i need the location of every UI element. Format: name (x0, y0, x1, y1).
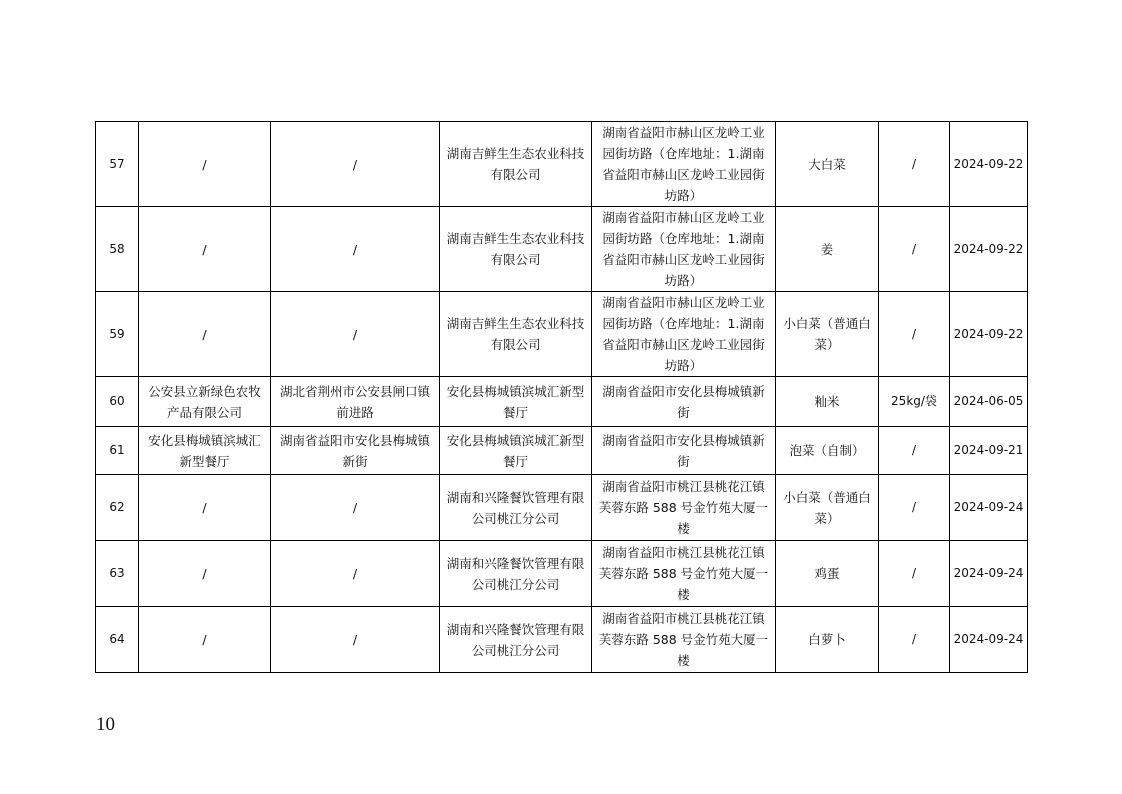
cell-product-name: 姜 (776, 207, 879, 292)
page-number: 10 (96, 714, 115, 735)
table-row (96, 607, 1028, 673)
table-row (96, 541, 1028, 607)
table-row (96, 122, 1028, 207)
cell-serial-number: 61 (96, 427, 139, 475)
cell-specification: / (879, 607, 950, 673)
cell-production-date: 2024-09-24 (950, 541, 1028, 607)
cell-product-name: 泡菜（自制） (776, 427, 879, 475)
table-row (96, 475, 1028, 541)
cell-production-date: 2024-09-22 (950, 292, 1028, 377)
cell-sampled-unit: 湖南吉鲜生生态农业科技有限公司 (440, 292, 592, 377)
cell-sampled-address: 湖南省益阳市赫山区龙岭工业园街坊路（仓库地址：1.湖南省益阳市赫山区龙岭工业园街坊路） (592, 122, 776, 207)
cell-product-name: 小白菜（普通白菜） (776, 292, 879, 377)
cell-production-date: 2024-09-24 (950, 607, 1028, 673)
cell-serial-number: 64 (96, 607, 139, 673)
cell-producer-address: / (271, 207, 440, 292)
cell-sampled-address: 湖南省益阳市桃江县桃花江镇芙蓉东路 588 号金竹苑大厦一楼 (592, 475, 776, 541)
table-row (96, 377, 1028, 427)
cell-producer-address: / (271, 607, 440, 673)
cell-product-name: 小白菜（普通白菜） (776, 475, 879, 541)
cell-specification: / (879, 292, 950, 377)
cell-producer-address: / (271, 541, 440, 607)
table-row (96, 292, 1028, 377)
cell-producer-address: / (271, 475, 440, 541)
cell-product-name: 鸡蛋 (776, 541, 879, 607)
cell-specification: / (879, 207, 950, 292)
cell-sampled-address: 湖南省益阳市桃江县桃花江镇芙蓉东路 588 号金竹苑大厦一楼 (592, 541, 776, 607)
cell-producer: / (139, 541, 271, 607)
table-row (96, 207, 1028, 292)
cell-producer-address: 湖南省益阳市安化县梅城镇新街 (271, 427, 440, 475)
cell-production-date: 2024-09-21 (950, 427, 1028, 475)
cell-sampled-unit: 湖南吉鲜生生态农业科技有限公司 (440, 122, 592, 207)
cell-sampled-address: 湖南省益阳市安化县梅城镇新街 (592, 427, 776, 475)
cell-producer: / (139, 292, 271, 377)
cell-specification: / (879, 541, 950, 607)
cell-producer-address: / (271, 292, 440, 377)
cell-production-date: 2024-09-22 (950, 207, 1028, 292)
inspection-results-table (95, 121, 1028, 673)
cell-producer: 公安县立新绿色农牧产品有限公司 (139, 377, 271, 427)
cell-serial-number: 63 (96, 541, 139, 607)
cell-producer: / (139, 207, 271, 292)
cell-product-name: 籼米 (776, 377, 879, 427)
cell-specification: / (879, 427, 950, 475)
cell-serial-number: 60 (96, 377, 139, 427)
cell-producer: / (139, 122, 271, 207)
cell-product-name: 大白菜 (776, 122, 879, 207)
cell-sampled-unit: 湖南和兴隆餐饮管理有限公司桃江分公司 (440, 475, 592, 541)
cell-sampled-address: 湖南省益阳市桃江县桃花江镇芙蓉东路 588 号金竹苑大厦一楼 (592, 607, 776, 673)
cell-production-date: 2024-06-05 (950, 377, 1028, 427)
cell-specification: / (879, 122, 950, 207)
cell-producer: 安化县梅城镇滨城汇新型餐厅 (139, 427, 271, 475)
cell-sampled-address: 湖南省益阳市赫山区龙岭工业园街坊路（仓库地址：1.湖南省益阳市赫山区龙岭工业园街坊路） (592, 292, 776, 377)
cell-specification: / (879, 475, 950, 541)
cell-producer-address: 湖北省荆州市公安县闸口镇前进路 (271, 377, 440, 427)
cell-product-name: 白萝卜 (776, 607, 879, 673)
cell-sampled-unit: 湖南吉鲜生生态农业科技有限公司 (440, 207, 592, 292)
table-row (96, 427, 1028, 475)
cell-specification: 25kg/袋 (879, 377, 950, 427)
cell-serial-number: 57 (96, 122, 139, 207)
cell-sampled-address: 湖南省益阳市赫山区龙岭工业园街坊路（仓库地址：1.湖南省益阳市赫山区龙岭工业园街坊路） (592, 207, 776, 292)
cell-serial-number: 59 (96, 292, 139, 377)
cell-production-date: 2024-09-24 (950, 475, 1028, 541)
cell-production-date: 2024-09-22 (950, 122, 1028, 207)
cell-sampled-unit: 湖南和兴隆餐饮管理有限公司桃江分公司 (440, 607, 592, 673)
cell-sampled-unit: 湖南和兴隆餐饮管理有限公司桃江分公司 (440, 541, 592, 607)
cell-producer-address: / (271, 122, 440, 207)
cell-sampled-unit: 安化县梅城镇滨城汇新型餐厅 (440, 377, 592, 427)
cell-serial-number: 58 (96, 207, 139, 292)
cell-sampled-address: 湖南省益阳市安化县梅城镇新街 (592, 377, 776, 427)
cell-producer: / (139, 475, 271, 541)
cell-serial-number: 62 (96, 475, 139, 541)
cell-producer: / (139, 607, 271, 673)
cell-sampled-unit: 安化县梅城镇滨城汇新型餐厅 (440, 427, 592, 475)
